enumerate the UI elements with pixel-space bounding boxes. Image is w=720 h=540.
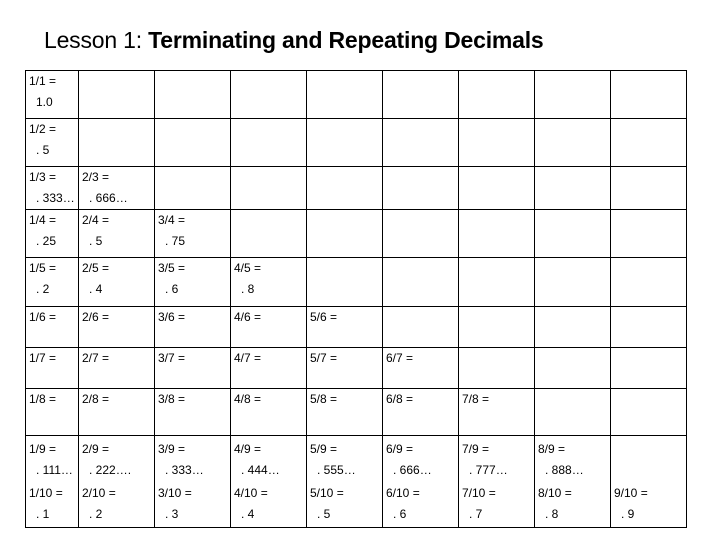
- empty-cell: [383, 119, 459, 167]
- fraction-cell: [26, 167, 79, 210]
- fraction-cell: [79, 348, 155, 389]
- fraction-label: 2/8 =: [82, 392, 110, 406]
- empty-cell: [231, 210, 307, 258]
- fraction-label: 3/5 =: [158, 261, 186, 275]
- table-row: [26, 210, 687, 258]
- cell-content: [383, 348, 458, 369]
- cell-content: [26, 258, 78, 300]
- empty-cell: [535, 258, 611, 307]
- cell-content: [79, 389, 154, 410]
- cell-content: [26, 483, 78, 525]
- fraction-cell: [307, 389, 383, 436]
- decimal-value: . 7: [469, 507, 483, 521]
- decimal-value: . 2: [36, 282, 50, 296]
- decimal-value: . 333…: [36, 191, 75, 205]
- fraction-label: 7/9 =: [462, 442, 490, 456]
- fraction-label: 4/8 =: [234, 392, 262, 406]
- fraction-label: 1/7 =: [29, 351, 57, 365]
- cell-content: [26, 119, 78, 161]
- decimal-value: . 25: [36, 234, 57, 248]
- fraction-cell: [231, 348, 307, 389]
- fraction-label: 3/7 =: [158, 351, 186, 365]
- cell-content: [383, 439, 458, 481]
- empty-cell: [459, 119, 535, 167]
- fraction-cell: [155, 483, 231, 528]
- empty-cell: [535, 348, 611, 389]
- fraction-cell: [79, 483, 155, 528]
- empty-cell: [459, 258, 535, 307]
- fraction-cell: [155, 436, 231, 484]
- cell-content: [231, 307, 306, 328]
- cell-content: [459, 389, 534, 410]
- cell-content: [79, 167, 154, 209]
- cell-content: [79, 439, 154, 481]
- fraction-cell: [26, 436, 79, 484]
- fraction-label: 4/6 =: [234, 310, 262, 324]
- cell-content: [307, 439, 382, 481]
- cell-content: [155, 307, 230, 328]
- fraction-cell: [26, 307, 79, 348]
- decimal-value: . 5: [36, 143, 50, 157]
- empty-cell: [459, 210, 535, 258]
- title-main: Terminating and Repeating Decimals: [148, 27, 544, 53]
- cell-content: [307, 348, 382, 369]
- fraction-label: 2/6 =: [82, 310, 110, 324]
- decimal-value: . 222….: [89, 463, 132, 477]
- fraction-label: 4/7 =: [234, 351, 262, 365]
- fraction-label: 3/9 =: [158, 442, 186, 456]
- fraction-label: 5/6 =: [310, 310, 338, 324]
- cell-content: [231, 258, 306, 300]
- decimal-value: . 3: [165, 507, 179, 521]
- fraction-label: 5/7 =: [310, 351, 338, 365]
- fraction-cell: [307, 348, 383, 389]
- fraction-cell: [155, 348, 231, 389]
- fraction-label: 8/10 =: [538, 486, 572, 500]
- cell-content: [26, 307, 78, 328]
- cell-content: [26, 210, 78, 252]
- empty-cell: [611, 389, 687, 436]
- cell-content: [383, 483, 458, 525]
- empty-cell: [535, 389, 611, 436]
- fraction-cell: [79, 258, 155, 307]
- fraction-label: 5/8 =: [310, 392, 338, 406]
- fraction-label: 2/4 =: [82, 213, 110, 227]
- fraction-label: 7/8 =: [462, 392, 490, 406]
- fraction-label: 6/9 =: [386, 442, 414, 456]
- decimal-value: . 8: [241, 282, 255, 296]
- fraction-label: 7/10 =: [462, 486, 496, 500]
- empty-cell: [535, 210, 611, 258]
- fraction-cell: [307, 307, 383, 348]
- fraction-label: 3/6 =: [158, 310, 186, 324]
- fraction-label: 2/5 =: [82, 261, 110, 275]
- fraction-label: 6/8 =: [386, 392, 414, 406]
- empty-cell: [535, 71, 611, 119]
- cell-content: [26, 71, 78, 113]
- empty-cell: [459, 167, 535, 210]
- fraction-label: 1/3 =: [29, 170, 57, 184]
- fraction-cell: [155, 210, 231, 258]
- cell-content: [26, 348, 78, 369]
- fraction-cell: [307, 483, 383, 528]
- fraction-cell: [383, 348, 459, 389]
- table-row: [26, 436, 687, 484]
- fraction-cell: [231, 483, 307, 528]
- decimal-value: . 666…: [89, 191, 128, 205]
- fraction-cell: [79, 436, 155, 484]
- fraction-cell: [459, 389, 535, 436]
- cell-content: [611, 483, 686, 525]
- fraction-cell: [155, 389, 231, 436]
- fraction-label: 9/10 =: [614, 486, 648, 500]
- fraction-cell: [459, 483, 535, 528]
- empty-cell: [307, 258, 383, 307]
- cell-content: [79, 348, 154, 369]
- decimal-value: . 8: [545, 507, 559, 521]
- fraction-label: 3/10 =: [158, 486, 192, 500]
- empty-cell: [535, 307, 611, 348]
- fraction-cell: [79, 167, 155, 210]
- empty-cell: [611, 436, 687, 484]
- decimal-value: . 4: [241, 507, 255, 521]
- fraction-cell: [26, 210, 79, 258]
- fraction-table: [25, 70, 687, 528]
- empty-cell: [307, 210, 383, 258]
- decimal-value: 1.0: [36, 95, 53, 109]
- fraction-cell: [79, 307, 155, 348]
- decimal-value: . 2: [89, 507, 103, 521]
- empty-cell: [383, 167, 459, 210]
- empty-cell: [383, 307, 459, 348]
- decimal-value: . 9: [621, 507, 635, 521]
- decimal-value: . 4: [89, 282, 103, 296]
- fraction-cell: [383, 436, 459, 484]
- table-row: [26, 348, 687, 389]
- decimal-value: . 888…: [545, 463, 584, 477]
- empty-cell: [155, 167, 231, 210]
- fraction-label: 1/6 =: [29, 310, 57, 324]
- cell-content: [231, 483, 306, 525]
- fraction-label: 2/7 =: [82, 351, 110, 365]
- fraction-label: 5/9 =: [310, 442, 338, 456]
- cell-content: [155, 258, 230, 300]
- empty-cell: [611, 119, 687, 167]
- decimal-value: . 1: [36, 507, 50, 521]
- cell-content: [231, 389, 306, 410]
- decimal-value: . 555…: [317, 463, 356, 477]
- cell-content: [231, 439, 306, 481]
- table-row: [26, 167, 687, 210]
- fraction-cell: [26, 258, 79, 307]
- fraction-label: 8/9 =: [538, 442, 566, 456]
- empty-cell: [79, 119, 155, 167]
- cell-content: [155, 389, 230, 410]
- fraction-cell: [26, 119, 79, 167]
- fraction-label: 4/10 =: [234, 486, 268, 500]
- cell-content: [307, 389, 382, 410]
- empty-cell: [307, 119, 383, 167]
- fraction-cell: [535, 483, 611, 528]
- table-row: [26, 71, 687, 119]
- fraction-label: 1/10 =: [29, 486, 63, 500]
- fraction-label: 4/9 =: [234, 442, 262, 456]
- empty-cell: [383, 210, 459, 258]
- table-row: [26, 389, 687, 436]
- fraction-cell: [459, 436, 535, 484]
- table-row: [26, 307, 687, 348]
- page-title: [44, 27, 544, 54]
- fraction-cell: [611, 483, 687, 528]
- decimal-value: . 6: [165, 282, 179, 296]
- fraction-label: 2/3 =: [82, 170, 110, 184]
- fraction-cell: [26, 348, 79, 389]
- cell-content: [26, 389, 78, 410]
- decimal-value: . 5: [89, 234, 103, 248]
- empty-cell: [611, 348, 687, 389]
- fraction-cell: [535, 436, 611, 484]
- cell-content: [307, 307, 382, 328]
- cell-content: [459, 439, 534, 481]
- empty-cell: [459, 71, 535, 119]
- decimal-value: . 5: [317, 507, 331, 521]
- fraction-cell: [155, 307, 231, 348]
- fraction-cell: [26, 71, 79, 119]
- cell-content: [155, 348, 230, 369]
- empty-cell: [535, 167, 611, 210]
- empty-cell: [611, 167, 687, 210]
- table-row: [26, 483, 687, 528]
- empty-cell: [231, 119, 307, 167]
- fraction-cell: [383, 483, 459, 528]
- empty-cell: [611, 258, 687, 307]
- fraction-cell: [231, 389, 307, 436]
- fraction-label: 4/5 =: [234, 261, 262, 275]
- empty-cell: [459, 307, 535, 348]
- fraction-cell: [79, 210, 155, 258]
- empty-cell: [307, 71, 383, 119]
- fraction-cell: [231, 436, 307, 484]
- fraction-cell: [79, 389, 155, 436]
- empty-cell: [231, 71, 307, 119]
- fraction-label: 2/9 =: [82, 442, 110, 456]
- decimal-value: . 111…: [36, 463, 73, 477]
- fraction-label: 5/10 =: [310, 486, 344, 500]
- fraction-label: 1/4 =: [29, 213, 57, 227]
- fraction-label: 1/5 =: [29, 261, 57, 275]
- cell-content: [79, 483, 154, 525]
- fraction-cell: [383, 389, 459, 436]
- empty-cell: [155, 71, 231, 119]
- fraction-label: 1/2 =: [29, 122, 57, 136]
- decimal-value: . 777…: [469, 463, 508, 477]
- empty-cell: [611, 210, 687, 258]
- cell-content: [155, 210, 230, 252]
- cell-content: [155, 439, 230, 481]
- table-row: [26, 258, 687, 307]
- fraction-label: 6/7 =: [386, 351, 414, 365]
- decimal-value: . 333…: [165, 463, 204, 477]
- cell-content: [535, 439, 610, 481]
- decimal-value: . 75: [165, 234, 186, 248]
- empty-cell: [383, 258, 459, 307]
- cell-content: [383, 389, 458, 410]
- cell-content: [459, 483, 534, 525]
- fraction-label: 1/9 =: [29, 442, 57, 456]
- title-prefix: Lesson 1:: [44, 27, 149, 53]
- cell-content: [535, 483, 610, 525]
- fraction-cell: [231, 307, 307, 348]
- decimal-value: . 666…: [393, 463, 432, 477]
- fraction-cell: [26, 483, 79, 528]
- fraction-label: 3/8 =: [158, 392, 186, 406]
- fraction-label: 1/8 =: [29, 392, 57, 406]
- fraction-cell: [155, 258, 231, 307]
- empty-cell: [231, 167, 307, 210]
- fraction-label: 6/10 =: [386, 486, 420, 500]
- cell-content: [79, 210, 154, 252]
- fraction-label: 3/4 =: [158, 213, 186, 227]
- cell-content: [307, 483, 382, 525]
- empty-cell: [611, 71, 687, 119]
- empty-cell: [383, 71, 459, 119]
- cell-content: [26, 167, 78, 209]
- decimal-value: . 444…: [241, 463, 280, 477]
- fraction-label: 1/1 =: [29, 74, 57, 88]
- cell-content: [155, 483, 230, 525]
- empty-cell: [79, 71, 155, 119]
- fraction-label: 2/10 =: [82, 486, 116, 500]
- fraction-cell: [26, 389, 79, 436]
- empty-cell: [611, 307, 687, 348]
- cell-content: [79, 258, 154, 300]
- fraction-cell: [307, 436, 383, 484]
- cell-content: [79, 307, 154, 328]
- cell-content: [231, 348, 306, 369]
- empty-cell: [535, 119, 611, 167]
- empty-cell: [155, 119, 231, 167]
- empty-cell: [307, 167, 383, 210]
- cell-content: [26, 439, 78, 481]
- table-row: [26, 119, 687, 167]
- decimal-value: . 6: [393, 507, 407, 521]
- fraction-cell: [231, 258, 307, 307]
- empty-cell: [459, 348, 535, 389]
